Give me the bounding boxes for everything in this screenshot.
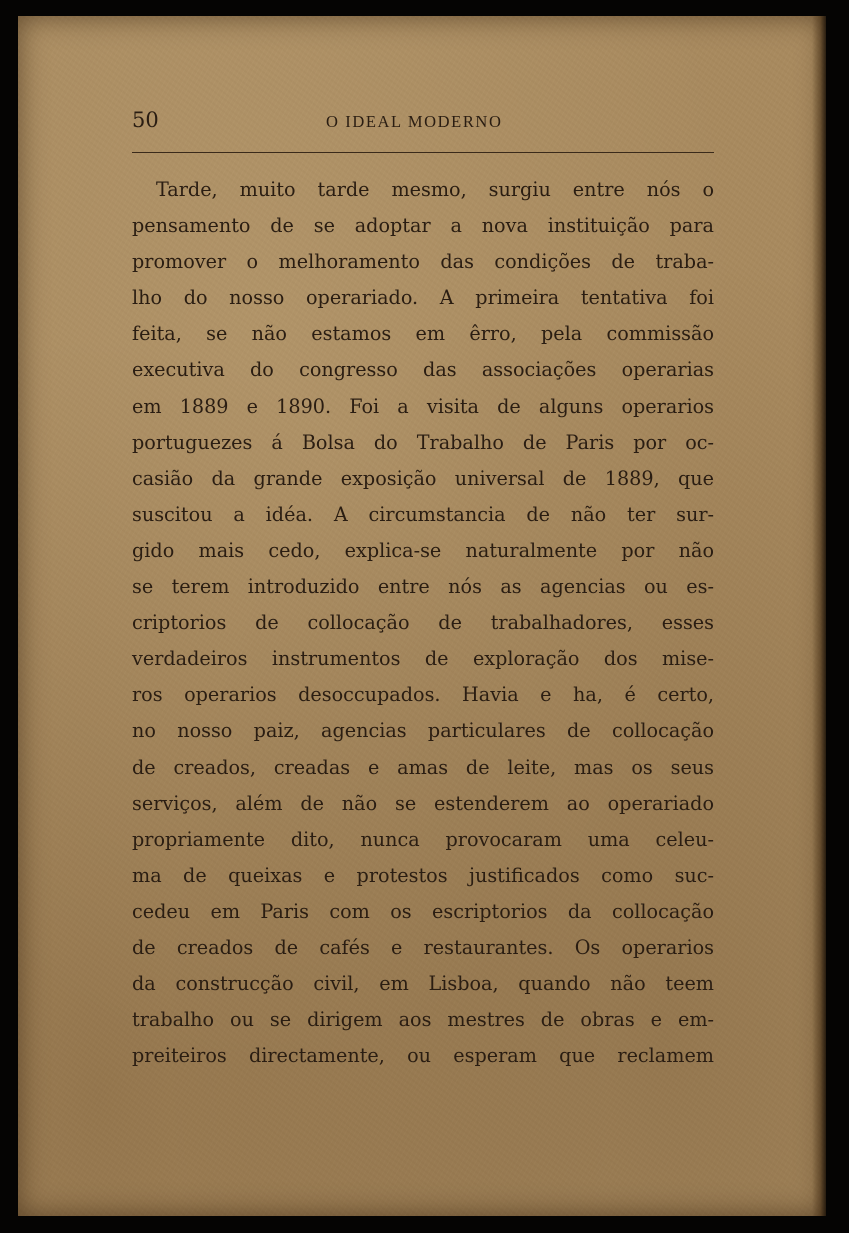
text-line: serviços, além de não se estenderem ao operariado: [132, 791, 714, 815]
text-line: propriamente dito, nunca provocaram uma celeu-: [132, 827, 714, 851]
text-line: suscitou a idéa. A circumstancia de não ter sur-: [132, 502, 714, 526]
text-line: gido mais cedo, explica-se naturalmente por não: [132, 538, 714, 562]
text-line: se terem introduzido entre nós as agencias ou es-: [132, 575, 714, 599]
text-line: portuguezes á Bolsa do Trabalho de Paris por oc-: [132, 430, 714, 454]
page-header: [132, 108, 714, 138]
text-line: preiteiros directamente, ou esperam que reclamem: [132, 1044, 714, 1068]
text-line: casião da grande exposição universal de 1889, que: [132, 466, 714, 490]
text-line: promover o melhoramento das condições de traba-: [132, 250, 714, 274]
text-line: trabalho ou se dirigem aos mestres de obras e em-: [132, 1008, 714, 1032]
text-line: de creados, creadas e amas de leite, mas os seus: [132, 755, 714, 779]
text-line: ma de queixas e protestos justificados como suc-: [132, 863, 714, 887]
running-title: O IDEAL MODERNO: [326, 112, 503, 131]
page-number: 50: [132, 108, 159, 132]
text-line: cedeu em Paris com os escriptorios da collocação: [132, 899, 714, 923]
text-line: Tarde, muito tarde mesmo, surgiu entre nós o: [156, 178, 714, 201]
text-line: criptorios de collocação de trabalhadores, esses: [132, 611, 714, 635]
page-edge-shadow: [812, 16, 826, 1216]
text-line: no nosso paiz, agencias particulares de collocação: [132, 719, 714, 743]
text-line: em 1889 e 1890. Foi a visita de alguns operarios: [132, 394, 714, 418]
body-text: [132, 172, 714, 1074]
text-line: executiva do congresso das associações operarias: [132, 358, 714, 382]
text-line: verdadeiros instrumentos de exploração dos mise-: [132, 647, 714, 671]
text-line: de creados de cafés e restaurantes. Os operarios: [132, 935, 714, 959]
text-line: ros operarios desoccupados. Havia e ha, é certo,: [132, 683, 714, 707]
text-line: lho do nosso operariado. A primeira tentativa foi: [132, 286, 714, 310]
text-line: da construcção civil, em Lisboa, quando não teem: [132, 972, 714, 996]
text-line: feita, se não estamos em êrro, pela commissão: [132, 322, 714, 346]
text-line: pensamento de se adoptar a nova instituição para: [132, 214, 714, 238]
header-rule: [132, 152, 714, 153]
